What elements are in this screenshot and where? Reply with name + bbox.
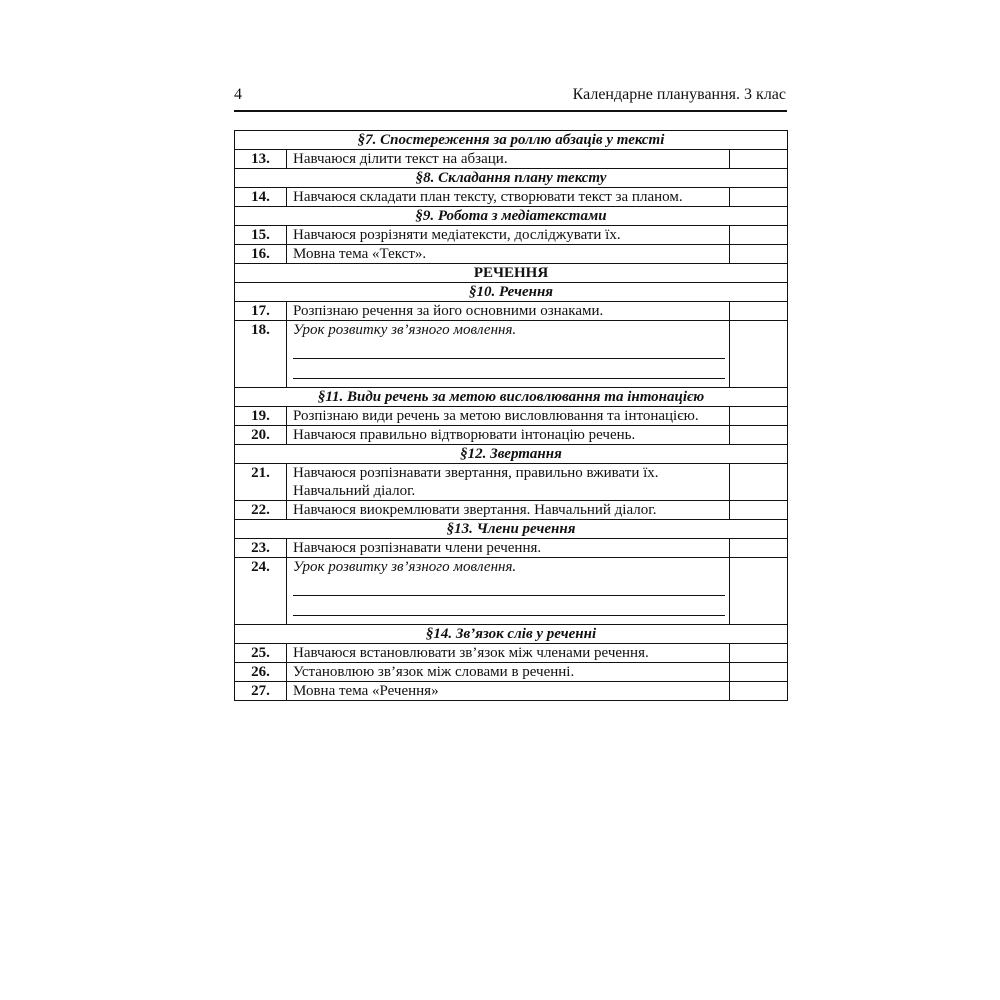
lesson-topic: Навчаюся виокремлювати звертання. Навчальний діалог. [287,501,730,520]
lesson-note-cell [730,539,788,558]
lesson-row [235,682,788,701]
section-row [235,388,788,407]
section-row [235,169,788,188]
lesson-row [235,302,788,321]
section-row [235,131,788,150]
running-title: Календарне планування. 3 клас [572,86,786,103]
section-title: §14. Зв’язок слів у реченні [235,625,788,644]
writing-line [293,576,725,596]
lesson-topic: Навчаюся розпізнавати звертання, правильно вживати їх. Навчальний діалог. [287,464,730,501]
lesson-note-cell [730,682,788,701]
lesson-number: 20. [235,426,287,445]
lesson-number: 25. [235,644,287,663]
part-title: РЕЧЕННЯ [235,264,788,283]
section-row [235,625,788,644]
lesson-row [235,226,788,245]
lesson-topic: Навчаюся складати план тексту, створювати текст за планом. [287,188,730,207]
lesson-row [235,464,788,501]
lesson-row [235,321,788,388]
lesson-number: 18. [235,321,287,388]
lesson-number: 27. [235,682,287,701]
lesson-number: 19. [235,407,287,426]
lesson-topic: Навчаюся розпізнавати члени речення. [287,539,730,558]
page-header [234,86,786,106]
lesson-topic: Мовна тема «Текст». [287,245,730,264]
lesson-number: 17. [235,302,287,321]
lesson-number: 23. [235,539,287,558]
part-row [235,264,788,283]
section-title: §11. Види речень за метою висловлювання та інтонацією [235,388,788,407]
lesson-topic-cell [287,558,730,625]
lesson-topic: Мовна тема «Речення» [287,682,730,701]
lesson-topic-cell [287,321,730,388]
writing-line [293,359,725,379]
header-rule [234,110,787,112]
section-row [235,283,788,302]
lesson-note-cell [730,226,788,245]
lesson-row [235,407,788,426]
section-row [235,207,788,226]
lesson-row [235,644,788,663]
writing-line [293,339,725,359]
lesson-row [235,245,788,264]
lesson-note-cell [730,663,788,682]
lesson-number: 22. [235,501,287,520]
section-title: §13. Члени речення [235,520,788,539]
lesson-note-cell [730,407,788,426]
lesson-number: 26. [235,663,287,682]
lesson-note-cell [730,188,788,207]
lesson-row [235,426,788,445]
section-title: §8. Складання плану тексту [235,169,788,188]
lesson-row [235,501,788,520]
lesson-number: 13. [235,150,287,169]
lesson-number: 16. [235,245,287,264]
lesson-number: 24. [235,558,287,625]
lesson-note-cell [730,321,788,388]
lesson-row [235,539,788,558]
lesson-topic: Навчаюся встановлювати зв’язок між членами речення. [287,644,730,663]
lesson-topic: Навчаюся ділити текст на абзаци. [287,150,730,169]
lesson-row [235,150,788,169]
page-number: 4 [234,86,242,103]
lesson-row [235,558,788,625]
lesson-row [235,663,788,682]
lesson-topic: Розпізнаю види речень за метою висловлювання та інтонацією. [287,407,730,426]
section-title: §10. Речення [235,283,788,302]
lesson-note-cell [730,245,788,264]
lesson-note-cell [730,558,788,625]
writing-line [293,596,725,616]
section-row [235,520,788,539]
lesson-topic: Урок розвитку зв’язного мовлення. [293,322,517,338]
section-title: §9. Робота з медіатекстами [235,207,788,226]
section-title: §7. Спостереження за роллю абзаців у тексті [235,131,788,150]
lesson-topic: Установлюю зв’язок між словами в реченні. [287,663,730,682]
lesson-row [235,188,788,207]
lesson-number: 14. [235,188,287,207]
lesson-topic: Розпізнаю речення за його основними ознаками. [287,302,730,321]
lesson-note-cell [730,464,788,501]
section-row [235,445,788,464]
lesson-note-cell [730,644,788,663]
lesson-number: 21. [235,464,287,501]
lesson-number: 15. [235,226,287,245]
calendar-plan-table [234,130,788,701]
lesson-topic: Навчаюся розрізняти медіатексти, досліджувати їх. [287,226,730,245]
lesson-topic: Урок розвитку зв’язного мовлення. [293,559,517,575]
lesson-note-cell [730,150,788,169]
lesson-note-cell [730,426,788,445]
lesson-topic: Навчаюся правильно відтворювати інтонацію речень. [287,426,730,445]
lesson-note-cell [730,501,788,520]
lesson-note-cell [730,302,788,321]
section-title: §12. Звертання [235,445,788,464]
